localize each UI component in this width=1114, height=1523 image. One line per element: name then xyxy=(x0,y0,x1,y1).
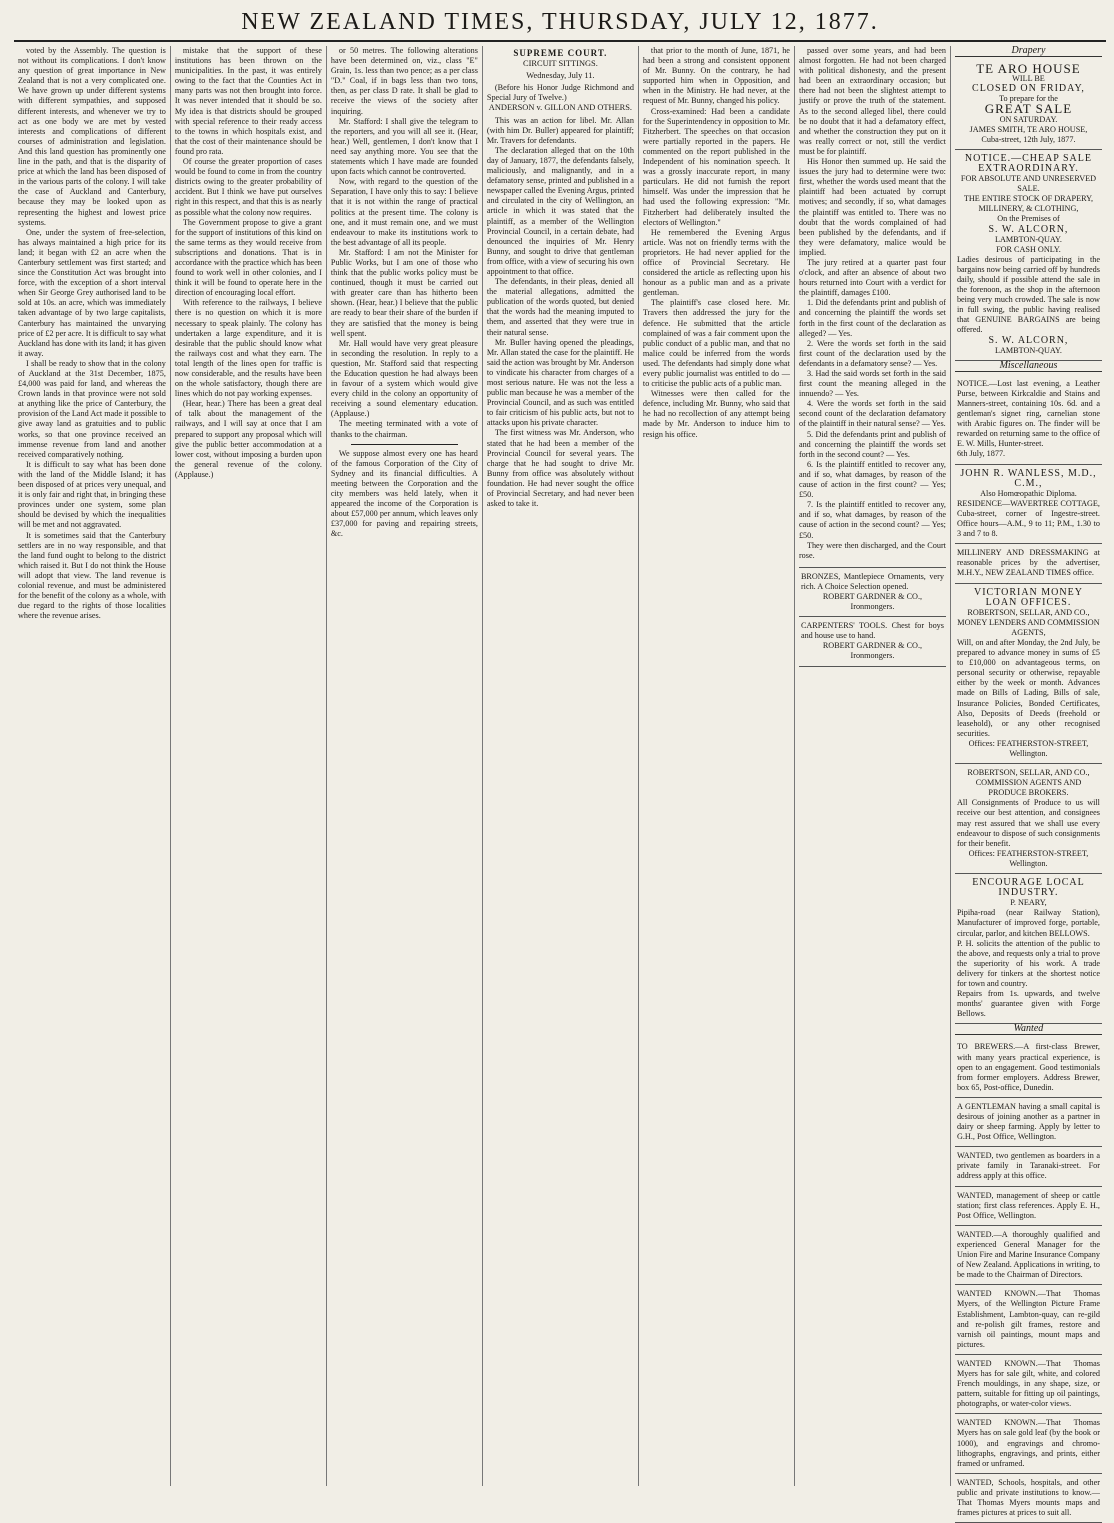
advert-line: FOR CASH ONLY. xyxy=(996,244,1061,254)
article-paragraph: or 50 metres. The following alterations have been determined on, viz., class "E" Grain, 1s. less than two pence; as a per class "D." Coal, if in bags less than two tons, then, as per class D rate. It shall be glad to receive the views of the society after inquiring. xyxy=(330,46,478,116)
advert-wanless xyxy=(955,465,1102,545)
advert-title: VICTORIAN MONEY LOAN OFFICES. xyxy=(973,586,1083,608)
advert-text: WANTED, management of sheep or cattle station; first class references. Apply E. H., Post Office, Wellington. xyxy=(956,1190,1100,1220)
advert-line: S. W. ALCORN, xyxy=(988,334,1069,346)
advert-wanted xyxy=(955,1285,1102,1355)
advert-text: BRONZES, Mantlepiece Ornaments, very rich. A Choice Selection opened. xyxy=(800,571,944,591)
advert-title: ENCOURAGE LOCAL INDUSTRY. xyxy=(972,877,1085,899)
article-paragraph: We suppose almost every one has heard of the famous Corporation of the City of Sydney and its financial difficulties. A meeting between the Corporation and the city members was held lately, when it appeared the income of the Corporation is about £57,000 per annum, which leaves only £37,000 for paving and repairing streets, &c. xyxy=(330,448,478,539)
column-4 xyxy=(482,46,638,1486)
article-paragraph: passed over some years, and had been almost forgotten. He had not been charged with political dishonesty, and the present had been an extraordinary occasion; but there had not been the slightest attempt to justify or prove the truth of the statement. As to the second alleged libel, there could be no doubt that it had a defamatory effect, and whether the construction they put on it was really correct or not, still the verdict must be for plaintiff. xyxy=(798,46,946,156)
article-paragraph: The first witness was Mr. Anderson, who stated that he had been a member of the Provincial Council for several years. The charge that he had sought to drive Mr. Bunny from office was absolutely without foundation. He had never sought the office of Provincial Secretary, and had never been asked to take it. xyxy=(486,428,634,509)
article-paragraph: Witnesses were then called for the defence, including Mr. Bunny, who said that he had no recollection of any attempt being made by Mr. Anderson to induce him to resign his office. xyxy=(642,389,790,439)
article-paragraph: The defendants, in their pleas, denied all the material allegations, admitted the publication of the words quoted, but denied that the words had the meaning imputed to them, and asserted that they were true in their natural sense. xyxy=(486,277,634,337)
section-subheading: CIRCUIT SITTINGS. xyxy=(523,59,598,69)
advert-line: S. W. ALCORN, xyxy=(988,223,1069,235)
article-paragraph: Mr. Buller having opened the pleadings, Mr. Allan stated the case for the plaintiff. He said the action was brought by Mr. Anderson to vindicate his character from charges of a most serious nature. He was not the less a public man because he was a member of the Provincial Council, and as such was entitled to fair criticism of his public acts, but not to attacks upon his private character. xyxy=(486,337,634,428)
advert-alcorn xyxy=(955,150,1102,361)
masthead-title: NEW ZEALAND TIMES, THURSDAY, JULY 12, 1877. xyxy=(241,9,879,35)
advert-wanted xyxy=(955,1098,1102,1147)
column-7 xyxy=(950,45,1106,1518)
jury-question: 5. Did the defendants print and publish of and concerning the plaintiff the words set forth in the second count? — Yes. xyxy=(798,429,946,459)
advert-title: TE ARO HOUSE xyxy=(976,61,1081,77)
advert-wanted xyxy=(955,1226,1102,1285)
advert-wanted xyxy=(955,1038,1102,1097)
advert-wanted xyxy=(955,1414,1102,1473)
article-paragraph: He remembered the Evening Argus article. Was not on friendly terms with the proprietors. He had never applied for the office of Provincial Secretary. He considered the article as reflecting upon his honour as a public man and as a private gentleman. xyxy=(642,227,790,298)
advert-line: ON SATURDAY. xyxy=(999,114,1058,124)
advert-tools xyxy=(799,617,946,666)
advert-text: NOTICE.—Lost last evening, a Leather Purse, between Kirkcaldie and Stains and Manners-street, containing 10s. 6d. and a gentleman's signet ring, carnelian stone with Arabic figures on. The finder will be rewarded on returning same to the office of E. W. Mills, Hunter-street. xyxy=(956,378,1100,449)
advert-line: 6th July, 1877. xyxy=(956,449,1006,459)
article-paragraph: I shall be ready to show that in the colony of Auckland at the 31st December, 1875, £4,000 was paid for land, and whereas the Crown lands in that province were not sold at anything like the price of Canterbury, the provision of the Land Act made it possible to give away land as gratuities and to public works, so that one province received an immense revenue from land and another received comparatively nothing. xyxy=(18,358,166,459)
column-2 xyxy=(170,46,326,1486)
advert-local-industry xyxy=(955,874,1102,1024)
advert-line: P. NEARY, xyxy=(1010,898,1047,908)
advert-text: WANTED KNOWN.—That Thomas Myers, of the Wellington Picture Frame Establishment, Lambton-quay, can re-gild and re-polish gilt frames, restore and varnish oil paintings, mount maps and pictures. xyxy=(956,1289,1100,1349)
advert-wanted xyxy=(955,1147,1102,1186)
article-paragraph: The Government propose to give a grant for the support of institutions of this kind on the same terms as they would receive from subscriptions and donations. That is in accordance with the practice which has been found to work well in other colonies, and I think it will be found to operate here in the direction of encouraging local effort. xyxy=(174,217,322,298)
advert-line: THE ENTIRE STOCK OF DRAPERY, MILLINERY, & CLOTHING, xyxy=(963,194,1094,214)
advert-text: Ladies desirous of participating in the bargains now being carried off by hundreds daily, should if possible attend the sale in the forenoon, as the shop in the afternoon being very much crowded. The sale is now in full swing, the public having realised that GENUINE BARGAINS are being offered. xyxy=(956,254,1100,335)
advert-line: On the Premises of xyxy=(997,214,1060,224)
column-5 xyxy=(638,46,794,1486)
advert-bronzes xyxy=(799,567,946,617)
article-paragraph: It is sometimes said that the Canterbury settlers are in no way responsible, and that the land fund ought to belong to the district which raised it. But I do not think the House will adopt that view. The land revenue is colonial revenue, and must be administered for the benefit of the colony as a whole, with due regard to the rights of those localities where the revenue arises. xyxy=(18,530,166,621)
advert-line: LAMBTON-QUAY. xyxy=(994,234,1062,244)
advert-text: Pipiha-road (near Railway Station), Manufacturer of improved forge, portable, circular, parlor, and kitchen BELLOWS. xyxy=(956,908,1100,938)
advert-line: ROBERTSON, SELLAR, AND CO., MONEY LENDERS AND COMMISSION AGENTS, xyxy=(957,607,1100,637)
advert-te-aro-house xyxy=(955,60,1102,150)
advert-text: WANTED KNOWN.—That Thomas Myers has on sale gold leaf (by the book or 1000), and engravings and chromo-lithographs, engravings, and prints, either framed or unframed. xyxy=(956,1418,1100,1468)
classified-heading: Wanted xyxy=(955,1024,1102,1035)
jury-question: 1. Did the defendants print and publish of and concerning the plaintiff the words set forth in the first count of the declaration as alleged? — Yes. xyxy=(798,298,946,338)
article-paragraph: The declaration alleged that on the 10th day of January, 1877, the defendants falsely, maliciously, and malignantly, and in a defamatory sense, printed and published in a newspaper called the Evening Argus, printed and circulated in the city of Wellington, an article in which it was stated that the plaintiff, as a member of the Wellington Provincial Council, in a certain debate, had denounced the inquiries of Mr. Henry Bunny, and sought to drive that gentleman from office, with a view of securing his own appointment to that office. xyxy=(486,145,634,276)
advert-line: LAMBTON-QUAY. xyxy=(994,345,1062,355)
article-paragraph: Mr. Hall would have very great pleasure in seconding the resolution. In reply to a question, Mr. Stafford said that respecting the Education question he had always been in favour of a system which would give every child in the colony an opportunity of receiving a sound elementary education. (Applause.) xyxy=(330,338,478,419)
case-title: ANDERSON v. GILLON AND OTHERS. xyxy=(488,103,633,113)
advert-produce-brokers xyxy=(955,764,1102,874)
section-divider xyxy=(351,444,458,445)
article-paragraph: The plaintiff's case closed here. Mr. Travers then addressed the jury for the defence. He submitted that the article complained of was a fair comment upon the public conduct of a public man, and that no malice could be inferred from the words used. The defendants had simply done what every public journalist was entitled to do — to criticise the public acts of a public man. xyxy=(642,298,790,389)
article-paragraph: Mr. Stafford: I shall give the telegram to the reporters, and you will all see it. (Hear, hear.) Well, gentlemen, I don't know that I need say anything more. You see that the statements which I have made are founded upon facts which cannot be controverted. xyxy=(330,116,478,177)
article-paragraph: Now, with regard to the question of the Separation, I have only this to say: I believe that it is not within the range of practical politics at the present time. The colony is one, and it must remain one, and we must endeavour to make its institutions work to the best advantage of all its people. xyxy=(330,177,478,247)
advert-line: To prepare for the xyxy=(999,94,1058,104)
column-3 xyxy=(326,46,482,1486)
advert-text: RESIDENCE—WAVERTREE COTTAGE, Cuba-street, corner of Ingestre-street. Office hours—A.M., 9 to 11; P.M., 1.30 to 3 and 7 to 8. xyxy=(956,498,1100,539)
jury-question: 4. Were the words set forth in the said second count of the declaration defamatory of the plaintiff in their natural sense? — Yes. xyxy=(798,399,946,429)
jury-question: 7. Is the plaintiff entitled to recover any, and if so, what damages, by reason of the cause of action in the second count? — Yes; £50. xyxy=(798,500,946,540)
advert-line: Also Homœopathic Diploma. xyxy=(980,488,1077,498)
advert-line: CLOSED ON FRIDAY, xyxy=(972,83,1085,95)
advert-text: TO BREWERS.—A first-class Brewer, with many years practical experience, is open to an engagement. Good testimonials from former employers. Address Brewer, box 65, Post-office, Dunedin. xyxy=(956,1042,1100,1092)
advert-money-loan xyxy=(955,584,1102,765)
advert-line: FOR ABSOLUTE AND UNRESERVED SALE. xyxy=(960,174,1097,194)
article-paragraph: (Hear, hear.) There has been a great deal of talk about the management of the railways, and I will say at once that I am prepared to support any proposal which will give the public better accommodation at a lower cost, without imposing a burden upon the general revenue of the colony. (Applause.) xyxy=(174,399,322,479)
advert-firm: ROBERT GARDNER & CO., xyxy=(822,641,923,651)
advert-text: Will, on and after Monday, the 2nd July, be prepared to advance money in sums of £5 to £10,000 on advantageous terms, on personal security or otherwise, repayable either by the week or month. Advances made on Bills of Lading, Bills of sale, Insurance Policies, Bonded Certificates, Also, Deposits of Deeds (freehold or leasehold), or any other recognised securities. xyxy=(956,637,1100,738)
advert-text: WANTED.—A thoroughly qualified and experienced General Manager for the Union Fire and Marine Insurance Company of New Zealand. Applications in writing, to be made to the Chairman of Directors. xyxy=(956,1229,1100,1280)
section-heading: SUPREME COURT. xyxy=(513,48,608,58)
article-paragraph: With reference to the railways, I believe there is no question on which it is more necessary to speak plainly. The colony has undertaken a large expenditure, and it is desirable that the public should know what the railways cost and what they earn. The total length of the lines open for traffic is now considerable, and the results have been on the whole satisfactory, though there are lines which do not pay working expenses. xyxy=(174,298,322,399)
article-paragraph: (Before his Honor Judge Richmond and Special Jury of Twelve.) xyxy=(486,83,634,103)
jury-question: 3. Had the said words set forth in the said first count the meaning alleged in the innuendo? — Yes. xyxy=(798,369,946,399)
masthead xyxy=(14,6,1106,42)
advert-text: MILLINERY AND DRESSMAKING at reasonable prices by the advertiser, M.H.Y., NEW ZEALAND TIMES office. xyxy=(956,548,1100,578)
advert-line: JAMES SMITH, TE ARO HOUSE, xyxy=(969,124,1088,134)
column-6 xyxy=(794,46,950,1486)
advert-wanted xyxy=(955,1474,1102,1523)
advert-text: WANTED, Schools, hospitals, and other public and private institutions to know.—That Thomas Myers mounts maps and frames pictures at prices to suit all. xyxy=(956,1477,1100,1518)
advert-text: Repairs from 1s. upwards, and twelve months' guarantee given with Forge Bellows. xyxy=(956,989,1100,1019)
advert-lost-purse xyxy=(955,375,1102,465)
advert-role: Ironmongers. xyxy=(850,651,895,661)
advert-wanted xyxy=(955,1355,1102,1414)
article-paragraph: mistake that the support of these institutions has been thrown on the municipalities. In the past, it was entirely owing to the fact that the Counties Act in many parts was not then brought into force. It was never intended that it should be so. My idea is that districts should be grouped with special reference to their ready access to the towns in which hospitals exist, and that the cost of their maintenance should be found pro rata. xyxy=(174,46,322,156)
article-paragraph: Cross-examined: Had been a candidate for the Superintendency in opposition to Mr. Fitzherbert. The speeches on that occasion were partially reported in the papers. He commented on the report published in the Independent of his nomination speech. It was a grossly inaccurate report, in many particulars. He did not furnish the report himself. Was under the impression that he had used the following expression: "Mr. Fitzherbert had deliberately insulted the electors of Wellington." xyxy=(642,106,790,227)
article-paragraph: that prior to the month of June, 1871, he had been a strong and consistent opponent of Mr. Bunny. On the contrary, he had supported him when in Opposition, and when in the Ministry. He had never, at the request of Mr. Bunny, changed his policy. xyxy=(642,46,790,106)
article-closing: The meeting terminated with a vote of thanks to the chairman. xyxy=(330,419,478,439)
advert-line: Offices: FEATHERSTON-STREET, Wellington. xyxy=(968,848,1089,868)
advert-text: P. H. solicits the attention of the public to the above, and requests only a trial to prove the superiority of his work. A trade delivery for tinkers at the shortest notice for town and country. xyxy=(956,938,1100,988)
article-paragraph: The jury retired at a quarter past four o'clock, and after an absence of about two hours returned into Court with a verdict for the plaintiff, damages £100. xyxy=(798,257,946,298)
jury-question: 2. Were the words set forth in the said first count of the declaration used by the defendants in a defamatory sense? — Yes. xyxy=(798,338,946,368)
advert-line: Cuba-street, 12th July, 1877. xyxy=(981,134,1076,144)
columns xyxy=(14,45,1106,1518)
advert-millinery xyxy=(955,544,1102,583)
advert-text: WANTED, two gentlemen as boarders in a private family in Taranaki-street. For address apply at this office. xyxy=(956,1151,1100,1181)
advert-line: Offices: FEATHERSTON-STREET, Wellington. xyxy=(968,738,1089,758)
advert-text: CARPENTERS' TOOLS. Chest for boys and house use to hand. xyxy=(800,621,944,641)
advert-text: WANTED KNOWN.—That Thomas Myers has for sale gilt, white, and colored French mouldings, in any shape, size, or pattern, suitable for fitting up oil paintings, photographs, or water-color views. xyxy=(956,1358,1100,1409)
advert-text: All Consignments of Produce to us will receive our best attention, and consignees may rest assured that we shall use every endeavour to dispose of such consignments for their benefit. xyxy=(956,798,1100,848)
article-paragraph: They were then discharged, and the Court rose. xyxy=(798,540,946,560)
classified-heading: Drapery xyxy=(955,46,1102,57)
advert-title: ROBERTSON, SELLAR, AND CO., COMMISSION AGENTS AND PRODUCE BROKERS. xyxy=(967,768,1090,798)
article-paragraph: Of course the greater proportion of cases would be found to come in from the country districts owing to the greater probability of accident. But I think we have put ourselves right in this respect, and that this is as nearly as possible what the colony now requires. xyxy=(174,157,322,217)
advert-title: JOHN R. WANLESS, M.D., C.M., xyxy=(960,467,1097,489)
jury-question: 6. Is the plaintiff entitled to recover any, and if so, what damages, by reason of the cause of action in the first count? — Yes; £50. xyxy=(798,459,946,500)
section-date: Wednesday, July 11. xyxy=(526,71,595,81)
column-1 xyxy=(14,46,170,1486)
advert-title: NOTICE.—CHEAP SALE EXTRAORDINARY. xyxy=(964,152,1092,174)
article-paragraph: This was an action for libel. Mr. Allan (with him Dr. Buller) appeared for plaintiff; Mr. Travers for defendants. xyxy=(486,115,634,145)
classified-heading: Miscellaneous xyxy=(955,361,1102,372)
article-paragraph: voted by the Assembly. The question is not without its complications. I don't know any question of great importance in New Zealand that is not a very complicated one. We have grown up under different systems with different sympathies, and supposed different interests, and whenever we try to act as one body we are met by vested interests and complications of different courses of administration and legislation. And this land question has prominently one line in the path, and that is the disparity of price at which the land has been disposed of in the various parts of the colony. I will take the case of Auckland and Canterbury, because they may be looked upon as representing the highest and lowest price systems. xyxy=(18,46,166,227)
advert-line: WILL BE xyxy=(1012,74,1045,84)
article-paragraph: One, under the system of free-selection, has always maintained a high price for its land; it began with £2 an acre when the Canterbury settlement was first started; and since the Constitution Act was brought into force, with the exception of a short interval when Sir George Grey authorised land to be sold at 10s. an acre, which was immediately taken advantage of by two large capitalists, Canterbury has maintained the unvarying price of £2 per acre. It is difficult to say what Auckland has done with its land; it has given it away. xyxy=(18,227,166,358)
advert-wanted xyxy=(955,1187,1102,1226)
advert-firm: ROBERT GARDNER & CO., xyxy=(822,591,923,601)
article-paragraph: His Honor then summed up. He said the issues the jury had to determine were two: first, whether the words used meant that the plaintiff had been actuated by corrupt motives; and secondly, if so, what damages the plaintiff was entitled to. There was no doubt that the words complained of had been published by the defendants, and if they were defamatory, malice would be implied. xyxy=(798,157,946,257)
article-paragraph: Mr. Stafford: I am not the Minister for Public Works, but I am one of those who think that the public works policy must be continued, though it must be carried out with greater care than has hitherto been shown. (Hear, hear.) I believe that the public are ready to bear their share of the burden if they are satisfied that the money is being well spent. xyxy=(330,247,478,338)
advert-line: GREAT SALE xyxy=(984,101,1073,117)
advert-role: Ironmongers. xyxy=(850,602,895,612)
article-paragraph: It is difficult to say what has been done with the land of the Middle Island; it has been disposed of at prices very unequal, and it is only fair and right that, in bringing these provinces under one system, some plan should be devised by which the inequalities will be met and not aggravated. xyxy=(18,459,166,530)
advert-text: A GENTLEMAN having a small capital is desirous of joining another as a partner in dairy or sheep farming. Apply by letter to G.H., Post Office, Wellington. xyxy=(956,1101,1100,1142)
